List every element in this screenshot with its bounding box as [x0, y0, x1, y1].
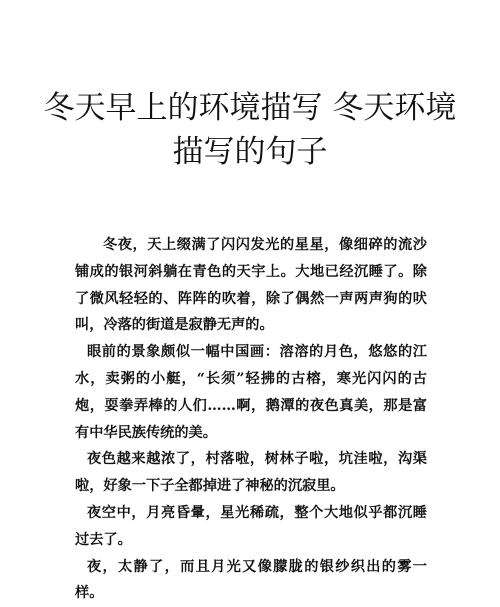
paragraph-night-sky: 夜空中，月亮昏暈，星光稀疏，整个大地似乎都沉睡过去了。 — [75, 504, 427, 548]
paragraph-quiet-night: 夜，太静了，而且月光又像朦胧的银纱织出的雾一样。 — [75, 558, 427, 602]
page-title: 冬天早上的环境描写 冬天环境描写的句子 — [43, 90, 457, 170]
article-body — [75, 232, 427, 607]
paragraph-night-deepens: 夜色越来越浓了，村落啦，树林子啦，坑洼啦，沟渠啦，好象一下子全都掉进了神秘的沉寂里。 — [75, 451, 427, 495]
paragraph-chinese-painting: 眼前的景象颇似一幅中国画：溶溶的月色，悠悠的江水，卖粥的小艇，“长须”轻拂的古榕，寒光闪闪的古炮，耍拳弄棒的人们……啊，鹅潭的夜色真美，那是富有中华民族传统的美。 — [75, 344, 427, 441]
paragraph-winter-night: 冬夜，天上缀满了闪闪发光的星星，像细碎的流沙铺成的银河斜躺在青色的天宇上。大地已经沉睡了。除了微风轻轻的、阵阵的吹着，除了偶然一声两声狗的吠叫，冷落的街道是寂静无声的。 — [75, 237, 427, 334]
